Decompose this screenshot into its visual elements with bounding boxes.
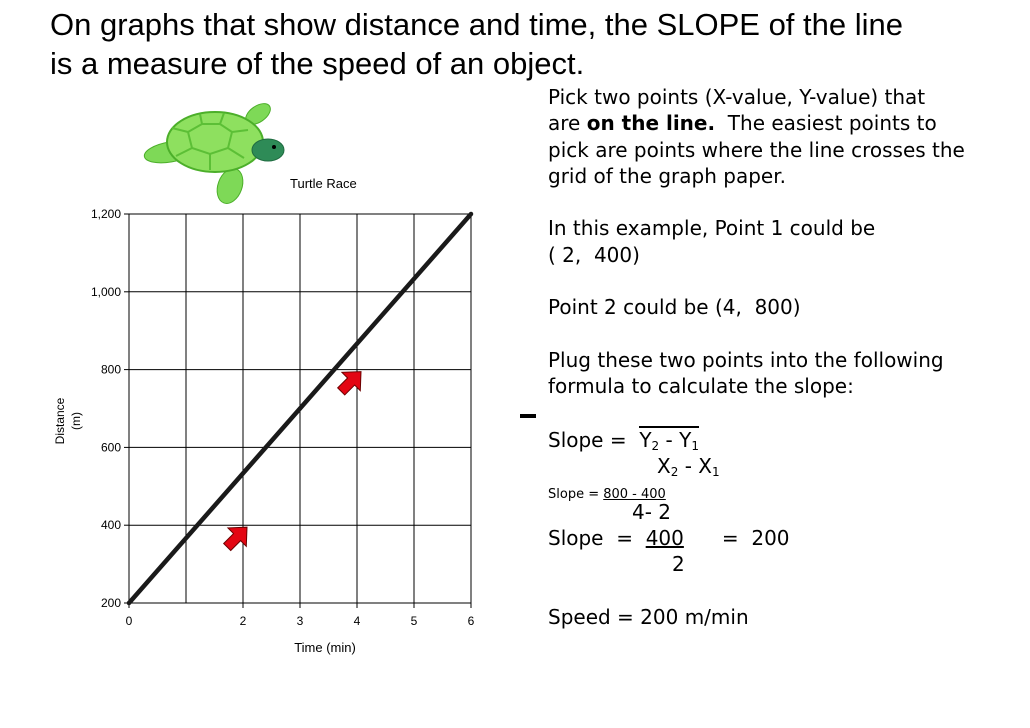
small-slope-numerator: 800 - 400 [603, 487, 666, 502]
point-2: Point 2 could be (4, 800) [548, 295, 801, 320]
y2: Y [639, 428, 652, 452]
x-tick-label: 6 [467, 614, 475, 628]
explain-span: The easiest points to [715, 111, 937, 136]
x-tick-label: 4 [353, 614, 361, 628]
chart-title: Turtle Race [290, 176, 357, 191]
explain-span: are [548, 111, 587, 136]
explanation-text [548, 84, 988, 400]
x2: X [657, 454, 671, 478]
step-denominator: 2 [672, 552, 685, 576]
explain-line: In this example, Point 1 could be [548, 216, 876, 241]
y-tick-label: 400 [100, 518, 121, 533]
speed-result: Speed = 200 m/min [548, 605, 749, 629]
small-slope-denominator: 4- 2 [632, 500, 672, 524]
y2-term [639, 426, 699, 452]
x-axis-ticks [126, 603, 475, 628]
small-slope-label: Slope = [548, 487, 604, 502]
slope-formula-numerator [548, 428, 699, 453]
stray-dash [520, 414, 536, 418]
y-axis-label-group [53, 397, 83, 444]
y-tick-label: 1,200 [90, 207, 121, 221]
explain-line: Pick two points (X-value, Y-value) that [548, 85, 926, 109]
x-tick-label: 3 [296, 614, 304, 628]
title-line-2: is a measure of the speed of an object. [50, 46, 585, 81]
point-1: ( 2, 400) [548, 242, 640, 267]
arrow-shape [218, 518, 256, 556]
y1: Y [679, 428, 692, 452]
y1-sub: 1 [691, 439, 699, 453]
step-label: Slope = [548, 526, 646, 550]
minus: - [678, 454, 699, 478]
title-line-1: On graphs that show distance and time, the SLOPE of the line [50, 7, 903, 42]
x1-sub: 1 [711, 465, 720, 479]
slope-label: Slope = [548, 428, 640, 452]
minus: - [659, 428, 680, 452]
step-result: = 200 [721, 526, 790, 550]
y2-sub: 2 [651, 439, 660, 453]
slope-formula-denominator [657, 454, 720, 479]
x2-sub: 2 [670, 465, 679, 479]
explain-line [548, 110, 988, 136]
y-tick-label: 600 [100, 440, 121, 455]
x-tick-label: 5 [410, 614, 418, 628]
step-numerator: 400 [645, 526, 684, 550]
x-tick-label: 2 [239, 614, 247, 628]
y-axis-label: Distance [53, 397, 67, 445]
y-tick-label: 800 [100, 362, 121, 377]
explain-line: Plug these two points into the following [548, 347, 944, 372]
x-tick-label: 0 [125, 614, 133, 628]
explain-line: grid of the graph paper. [548, 163, 786, 188]
red-pointer-arrow [218, 518, 256, 556]
y-tick-label: 200 [100, 596, 121, 610]
slope-step [548, 526, 790, 550]
explain-line: pick are points where the line crosses the [548, 137, 965, 162]
emphasis-on-the-line: on the line. [586, 111, 716, 136]
x-axis-label: Time (min) [294, 640, 356, 655]
y-tick-label: 1,000 [90, 284, 121, 299]
y-axis-ticks [91, 207, 129, 610]
explain-line: formula to calculate the slope: [548, 374, 854, 399]
chart-annotations [218, 362, 370, 556]
y-axis-unit: (m) [69, 412, 83, 430]
x1: X [698, 454, 712, 478]
